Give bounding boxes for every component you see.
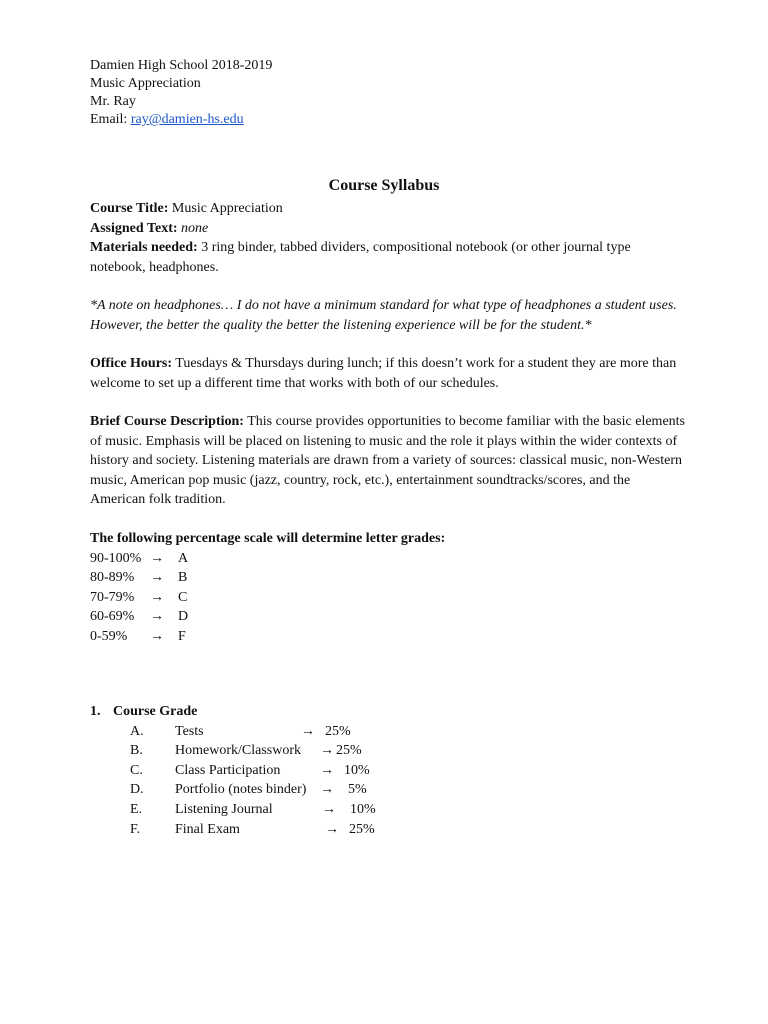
grade-item-letter: F. (130, 821, 141, 837)
email-label: Email: (90, 112, 131, 127)
scale-range: 0-59% (90, 628, 128, 644)
school-line: Damien High School 2018-2019 (90, 58, 273, 73)
description-value: This course provides opportunities to become familiar with the basic elements of music. Emphasis will be placed on listening to music and the role it plays within the wider contexts of history and society. Listening materials are drawn from a variety of sources: classical music, non-Western music, American pop music (jazz, country, rock, etc.), entertainment soundtracks/scores, and the American folk tradition. (90, 414, 685, 507)
scale-letter: D (178, 609, 189, 625)
materials-line (90, 238, 685, 277)
scale-letter: C (178, 589, 188, 605)
grade-item-row (90, 761, 685, 781)
scale-row (90, 588, 685, 608)
document-page (90, 57, 690, 837)
grade-item-letter: E. (130, 801, 143, 817)
arrow-icon: → (301, 723, 315, 739)
grade-item-name: Homework/Classwork (175, 743, 301, 759)
course-title-label: Course Title: (90, 201, 169, 216)
course-grade-block (90, 702, 685, 839)
grade-item-value: 25% (325, 723, 351, 739)
arrow-icon: → (320, 743, 334, 759)
arrow-icon: → (320, 782, 334, 798)
grade-item-row (90, 820, 685, 840)
grade-item-value: 10% (344, 762, 370, 778)
scale-letter: B (178, 570, 188, 586)
arrow-icon: → (322, 801, 336, 817)
description-line (90, 412, 685, 510)
page-title: Course Syllabus (328, 177, 440, 194)
course-info-block (90, 199, 685, 277)
assigned-text-label: Assigned Text: (90, 220, 178, 236)
scale-range: 70-79% (90, 589, 135, 605)
assigned-text-value: none (181, 220, 209, 236)
grade-scale-block (90, 529, 685, 646)
grade-item-letter: B. (130, 743, 143, 759)
arrow-icon: → (320, 762, 334, 778)
course-line: Music Appreciation (90, 76, 201, 91)
email-link[interactable]: ray@damien-hs.edu (130, 112, 244, 127)
grade-item-letter: C. (130, 762, 143, 778)
arrow-icon: → (150, 589, 164, 605)
grade-scale-heading: The following percentage scale will determine letter grades: (90, 531, 446, 546)
office-hours-line (90, 354, 685, 393)
section-number: 1. (90, 704, 101, 719)
grade-item-row (90, 722, 685, 742)
headphones-note-block (90, 296, 685, 335)
grade-item-name: Portfolio (notes binder) (175, 782, 307, 798)
course-grade-heading: Course Grade (113, 704, 198, 719)
email-line (90, 111, 690, 129)
materials-label: Materials needed: (90, 240, 198, 255)
scale-range: 90-100% (90, 550, 142, 566)
headphones-note: *A note on headphones… I do not have a minimum standard for what type of headphones a student uses. However, the better the quality the better the listening experience will be for the student.* (90, 298, 677, 333)
arrow-icon: → (150, 570, 164, 586)
grade-item-value: 10% (350, 801, 376, 817)
office-hours-label: Office Hours: (90, 356, 173, 371)
scale-row (90, 549, 685, 569)
grade-item-value: 25% (336, 743, 362, 759)
grade-item-name: Listening Journal (175, 801, 273, 817)
office-hours-block (90, 354, 685, 393)
grade-item-name: Tests (175, 723, 204, 739)
office-hours-value: Tuesdays & Thursdays during lunch; if this doesn’t work for a student they are more than welcome to set up a different time that works with both of our schedules. (90, 356, 677, 391)
course-title-line (90, 199, 685, 219)
description-label: Brief Course Description: (90, 414, 244, 429)
teacher-line: Mr. Ray (90, 94, 136, 109)
arrow-icon: → (150, 550, 164, 566)
description-block (90, 412, 685, 510)
scale-letter: A (178, 550, 189, 566)
grade-item-row (90, 780, 685, 800)
scale-row (90, 568, 685, 588)
grade-item-name: Class Participation (175, 762, 281, 778)
course-title-value: Music Appreciation (168, 201, 283, 216)
scale-letter: F (178, 628, 186, 644)
grade-item-value: 25% (349, 821, 375, 837)
grade-item-name: Final Exam (175, 821, 240, 837)
assigned-text-line (90, 219, 685, 239)
scale-row (90, 627, 685, 647)
scale-range: 60-69% (90, 609, 135, 625)
scale-range: 80-89% (90, 570, 135, 586)
grade-item-row (90, 741, 685, 761)
grade-item-letter: A. (130, 723, 144, 739)
arrow-icon: → (150, 609, 164, 625)
arrow-icon: → (150, 628, 164, 644)
course-grade-heading-row (90, 702, 685, 722)
materials-value: 3 ring binder, tabbed dividers, compositional notebook (or other journal type notebook, headphones. (90, 240, 631, 275)
grade-item-row (90, 800, 685, 820)
header-block (90, 57, 690, 129)
scale-row (90, 607, 685, 627)
arrow-icon: → (325, 821, 339, 837)
grade-item-letter: D. (130, 782, 144, 798)
grade-item-value: 5% (348, 782, 367, 798)
